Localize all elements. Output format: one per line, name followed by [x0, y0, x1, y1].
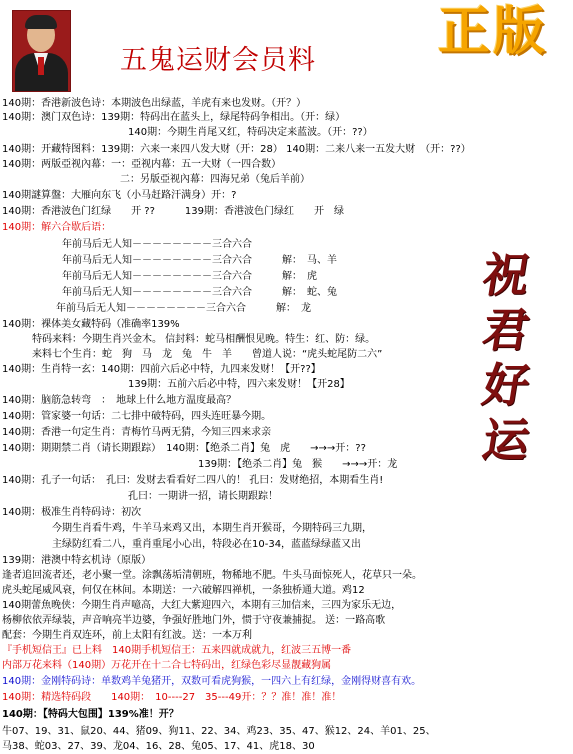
- page-title: 五鬼运财会员料: [120, 45, 316, 76]
- text-line: 配套：今期生肖双连环，前上太阳有红波。送：一本万利: [2, 630, 252, 641]
- text-line: 140期：生肖特一玄：140期：四前六后必中特，九四来发财！【开??】: [2, 364, 321, 375]
- text-line: 140期：管家婆一句话：二七排中破特码，四头连旺暴今期。: [2, 411, 272, 422]
- text-line: 年前马后无人知－－－－－－－－三合六合 解： 蛇、兔: [62, 287, 337, 298]
- text-line: 140期：期期禁二肖（请长期跟踪） 140期：【绝杀二肖】兔 虎 →→→开：??: [2, 443, 366, 454]
- side-char: 运: [478, 413, 534, 467]
- text-line: 年前马后无人知－－－－－－－－三合六合: [62, 239, 252, 250]
- text-line: 140期：今期生肖尾又红，特码决定来蓝波。（开：??）: [128, 127, 373, 138]
- side-char: 君: [478, 303, 534, 357]
- side-char: 好: [478, 358, 534, 412]
- text-line: 140期：两版亞视內幕：一：亞视内幕：五一大财（一四合数）: [2, 159, 282, 170]
- side-char: 祝: [478, 248, 534, 302]
- text-line: 孔曰：一期讲一招，请长期跟踪！: [128, 491, 278, 502]
- text-line: 140期蕾魚晚侠：今期生肖声噫高，大红大紫迎四六，本期有三加信来，三四为家乐无边，: [2, 600, 402, 611]
- text-line: 主绿防红看二八，重肖重尾小心出，特段必在10-34，蓝蓝绿绿蓝又出: [52, 539, 362, 550]
- text-line: 特码来料：今期生肖兴金木。 信封料：蛇马相酬恨见晚。特生：红、防：绿。: [32, 334, 376, 345]
- avatar: [12, 10, 71, 92]
- text-line: 140期：【特码大包围】139%准！开？: [2, 709, 179, 720]
- text-line: 虎头蛇尾威风衰，何仅在林间。本期送：一六破解四禅机，一条独桥通大道。鸡12: [2, 585, 365, 596]
- text-line: 年前马后无人知－－－－－－－－三合六合 解： 马、羊: [62, 255, 337, 266]
- text-line: 140期：香港新波色诗：本期波色出绿蓝，羊虎有来也发财。（开？）: [2, 98, 307, 109]
- text-line: 140期：澳门双色诗：139期：特码出在蓝头上，绿尾特码争相出。（开：绿）: [2, 112, 346, 123]
- text-line: 140期：金刚特码诗：单数鸡羊兔猪开，双数可看虎狗猴，一四六上有红绿，金刚得财喜有欢。: [2, 676, 422, 687]
- text-line: 139期：港澳中特玄机诗（原版）: [2, 555, 152, 566]
- text-line: 年前马后无人知－－－－－－－－三合六合 解： 龙: [56, 303, 311, 314]
- text-line: 年前马后无人知－－－－－－－－三合六合 解： 虎: [62, 271, 317, 282]
- text-line: 杨柳依依弄绿装，声音响亮半边婆，争强好胜地门外，惯于守夜兼捕捉。 送：一路高歌: [2, 615, 386, 626]
- authentic-stamp: 正版: [438, 1, 549, 62]
- text-line: 140期：香港波色门红绿 开 ?? 139期：香港波色门绿红 开 绿: [2, 206, 344, 217]
- text-line: 来料七个生肖：蛇 狗 马 龙 兔 牛 羊 曾道人说：“虎头蛇尾防二六”: [32, 349, 383, 360]
- side-blessing: [476, 248, 536, 468]
- text-line: 140期：极准生肖特码诗：初次: [2, 507, 142, 518]
- text-line: 马38、蛇03、27、39、龙04、16、28、兔05、17、41、虎18、30: [2, 741, 315, 752]
- text-line: 140期：开藏特图料：139期：六来一来四八发大财（开：28） 140期：二来八来一五发大财 （开：??）: [2, 144, 471, 155]
- text-line: 139期：【绝杀二肖】兔 猴 →→→开：龙: [198, 459, 398, 470]
- header: [0, 0, 573, 95]
- text-line: 139期：五前六后必中特，四六来发财！【开28】: [128, 379, 350, 390]
- text-line: 140期：解六合歇后语：: [2, 222, 112, 233]
- text-line: 二：另版亞视內幕：四海兄弟（兔后羊前）: [120, 174, 310, 185]
- text-line: 140期：孔子一句话： 孔曰：发财去看看好二四八的！ 孔曰：发财绝招，本期看生肖!: [2, 475, 384, 486]
- text-line: 140期謎算盤：大雁向东飞（小马赶路汗满身）开：?: [2, 190, 237, 201]
- text-line: 内部万花来料（140期）万花开在十二合七特码出，红绿色彩尽显靓藏狗属: [2, 660, 332, 671]
- text-line: 逢者追回流者还，老小聚一堂。涂飘荡垢清朝班，物稀地不肥。牛头马面惊死人，花草只一朵。: [2, 570, 422, 581]
- text-line: 牛07、19、31、鼠20、44、猪09、狗11、22、34、鸡23、35、47、猴12、24、羊01、25、: [2, 726, 436, 737]
- text-line: 140期：裸体美女藏特码（准确率139%: [2, 319, 180, 330]
- text-line: 140期：脑筋急转弯 ： 地球上什么地方温度最高？: [2, 395, 237, 406]
- text-line: 今期生肖看牛鸡，牛羊马来鸡又出，本期生肖开猴哥，今期特码三九期，: [52, 523, 372, 534]
- text-line: 140期：香港一句定生肖：青梅竹马两无猜，今知三四来求亲: [2, 427, 272, 438]
- text-line: 140期：精选特码段 140期： 10----27 35---49开：？？准！准！准！: [2, 692, 342, 703]
- text-line: 『手机短信王』已上料 140期手机短信王：五来四就成就九，红波三五博一番: [2, 645, 352, 656]
